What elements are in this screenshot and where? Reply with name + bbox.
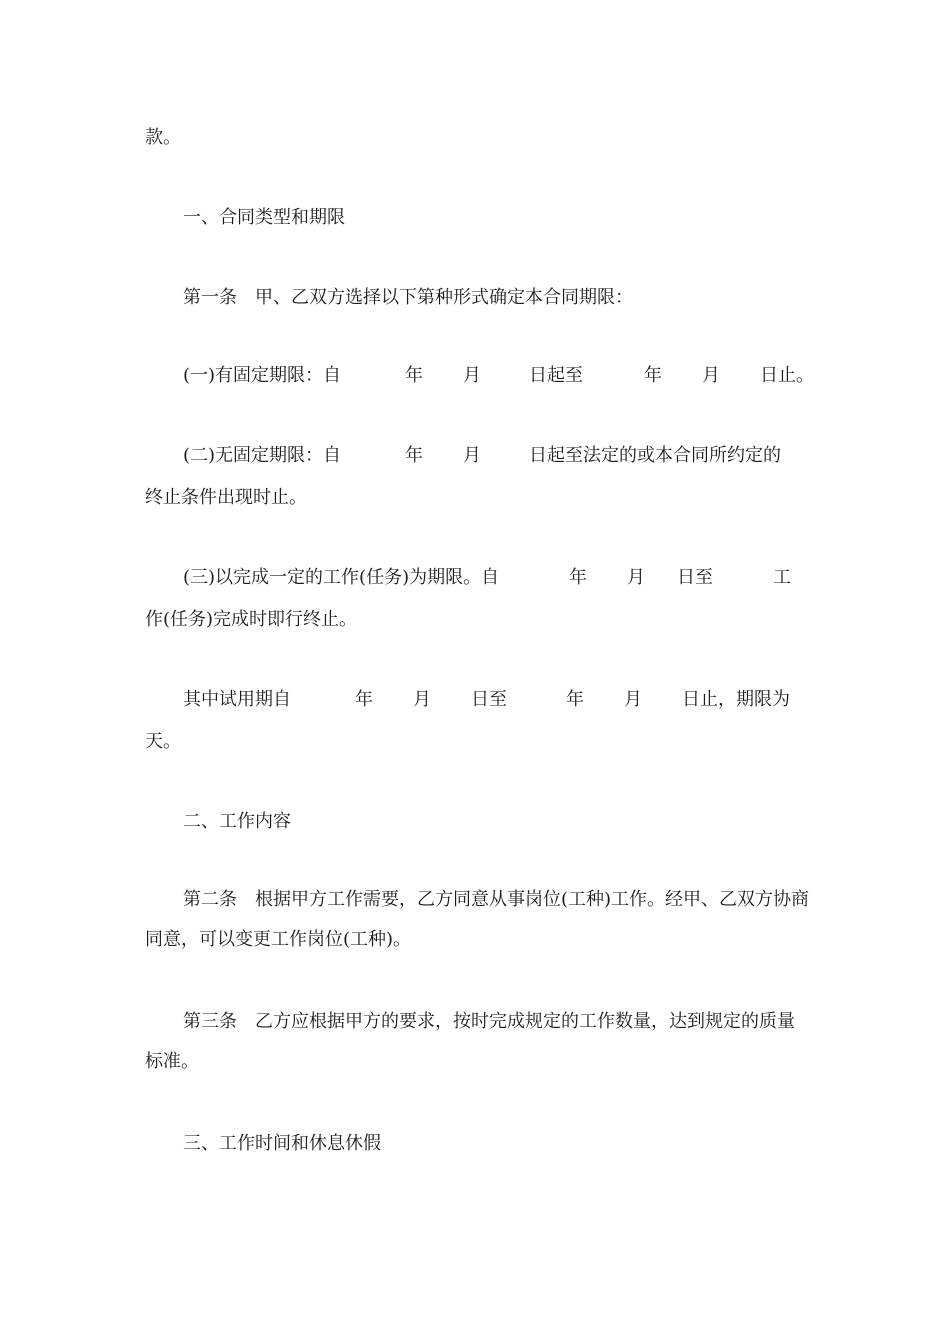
option-2-day-text: 日起至法定的或本合同所约定的 <box>529 445 781 466</box>
option-1-day-start: 日起至 <box>529 365 583 386</box>
paragraph-continuation: 款。 <box>145 127 181 148</box>
article-3: 第三条 乙方应根据甲方的要求，按时完成规定的工作数量，达到规定的质量标准。 <box>145 1011 795 1072</box>
option-2-label: (二)无固定期限：自 <box>183 445 342 466</box>
section-heading-3: 三、工作时间和休息休假 <box>183 1133 381 1154</box>
option-1-label: (一)有固定期限：自 <box>183 365 342 386</box>
trial-label: 其中试用期自 <box>183 689 291 710</box>
section-heading-2: 二、工作内容 <box>183 811 291 832</box>
article-1: 第一条 甲、乙双方选择以下第种形式确定本合同期限： <box>183 287 633 308</box>
option-2-year: 年 <box>405 445 423 466</box>
trial-line-2: 天。 <box>145 731 181 752</box>
option-3-work: 工 <box>773 567 791 588</box>
section-heading-1: 一、合同类型和期限 <box>183 207 345 228</box>
option-3-month: 月 <box>627 567 645 588</box>
trial-day-end: 日止，期限为 <box>682 689 790 710</box>
option-3-line-2: 作(任务)完成时即行终止。 <box>145 609 358 630</box>
option-2-month: 月 <box>463 445 481 466</box>
option-2-line-2: 终止条件出现时止。 <box>145 487 307 508</box>
trial-month-end: 月 <box>624 689 642 710</box>
option-1-year-start: 年 <box>405 365 423 386</box>
article-2: 第二条 根据甲方工作需要，乙方同意从事岗位(工种)工作。经甲、乙双方协商同意，可以变更工作岗位(工种)。 <box>145 889 810 950</box>
trial-day-start: 日至 <box>471 689 507 710</box>
option-3-year: 年 <box>569 567 587 588</box>
trial-year-start: 年 <box>355 689 373 710</box>
option-1-day-end: 日止。 <box>760 365 814 386</box>
option-1-month-start: 月 <box>463 365 481 386</box>
option-3-label: (三)以完成一定的工作(任务)为期限。自 <box>183 567 500 588</box>
trial-month-start: 月 <box>413 689 431 710</box>
option-1-month-end: 月 <box>702 365 720 386</box>
option-1-year-end: 年 <box>644 365 662 386</box>
option-3-day: 日至 <box>677 567 713 588</box>
trial-year-end: 年 <box>566 689 584 710</box>
